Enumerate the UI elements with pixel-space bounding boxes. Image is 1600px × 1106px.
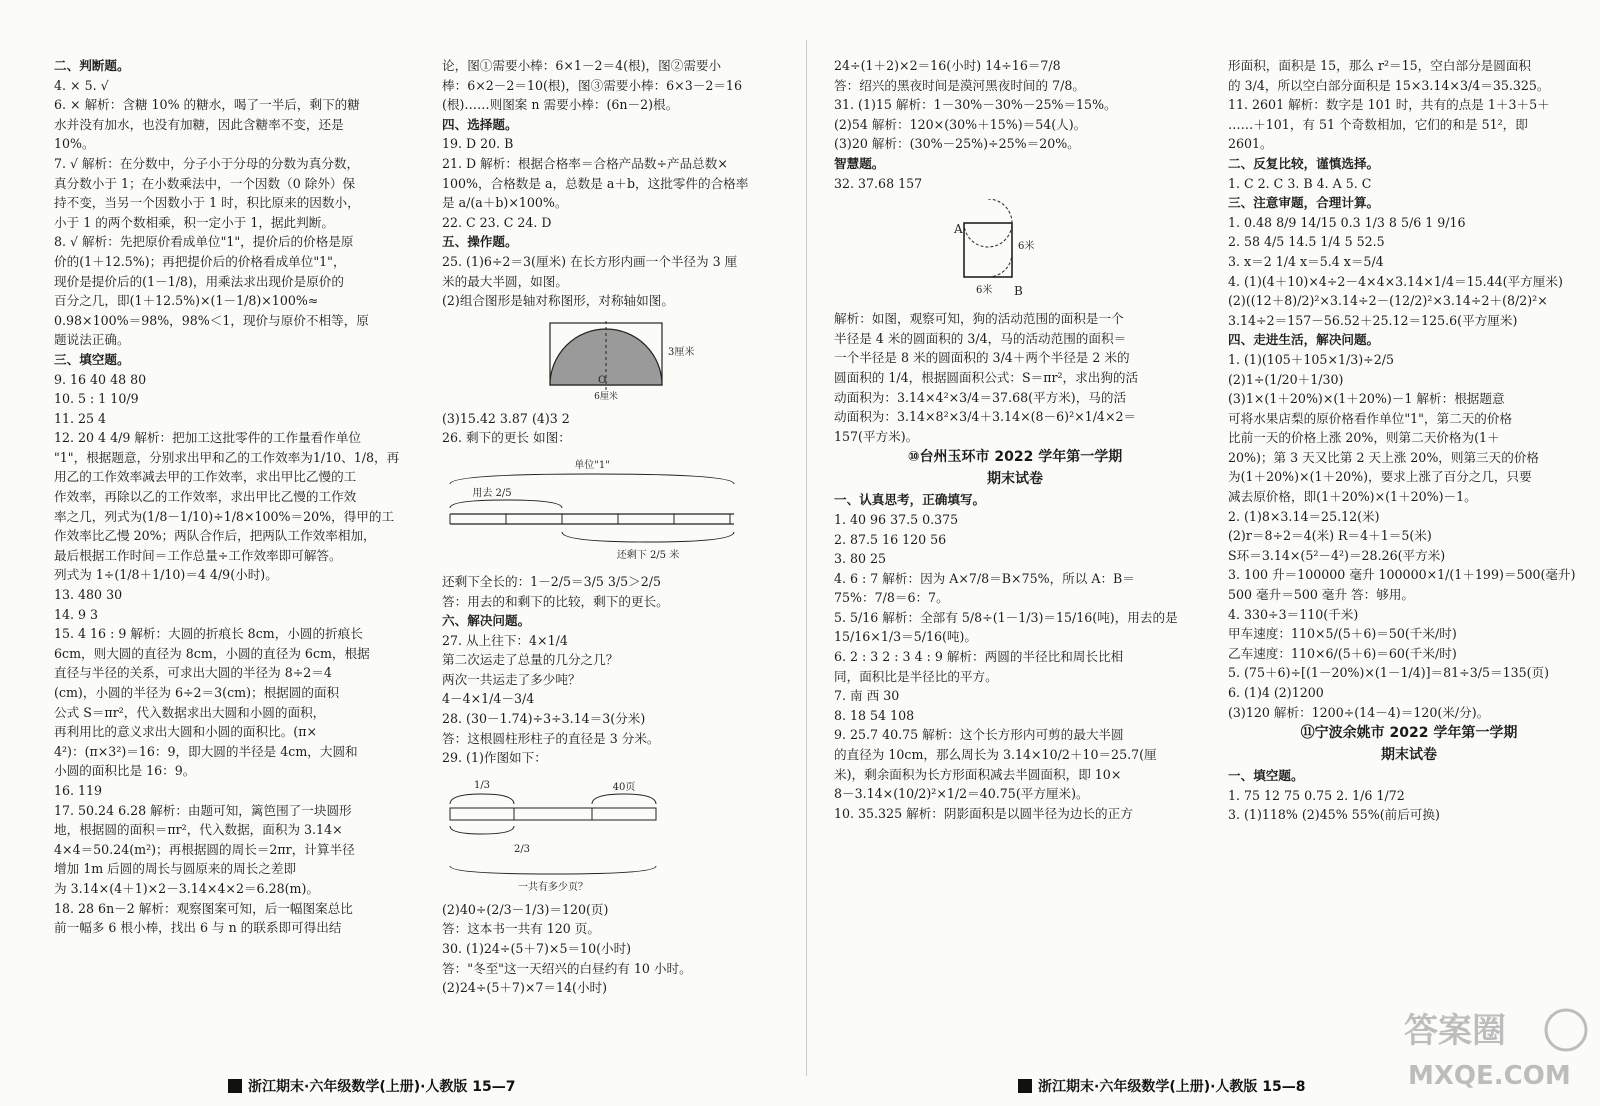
exam-heading: 期末试卷 [987, 471, 1043, 488]
answer-line: 3. 80 25 [834, 551, 887, 567]
answer-line: 1. 0.48 8/9 14/15 0.3 1/3 8 5/6 1 9/16 [1228, 214, 1466, 230]
answer-line: 是 a/(a＋b)×100%。 [442, 195, 568, 211]
answer-line: 乙车速度：110×6/(5＋6)＝60(千米/时) [1228, 645, 1457, 661]
answer-line: 10. 5 : 1 10/9 [54, 391, 139, 407]
answer-line: 1. 75 12 75 0.75 2. 1/6 1/72 [1228, 787, 1405, 803]
answer-line: 31. (1)15 解析：1－30%－30%－25%＝15%。 [834, 97, 1117, 113]
answer-line: 5. 5/16 解析：全部有 5/8÷(1－1/3)＝15/16(吨)，用去的是 [834, 609, 1178, 625]
answer-line: 3. 100 升＝100000 毫升 100000×1/(1＋199)＝500(毫升) [1228, 567, 1576, 583]
column-4 [1228, 56, 1590, 825]
answer-line: 4. × 5. √ [54, 77, 109, 93]
answer-line: 直径与半径的关系，可求出大圆的半径为 8÷2＝4 [54, 665, 332, 681]
answer-line: 6. (1)4 (2)1200 [1228, 685, 1324, 700]
answer-line: (2)((12＋8)/2)²×3.14÷2－(12/2)²×3.14÷2＋(8/2)²× [1228, 293, 1548, 309]
section-heading: 一、认真思考，正确填写。 [834, 492, 986, 508]
answer-line: 两次一共运走了多少吨？ [442, 671, 581, 687]
answer-line: 还剩下全长的：1－2/5＝3/5 3/5＞2/5 [442, 573, 662, 589]
figure-label: 40页 [612, 781, 636, 793]
answer-line: 4. (1)(4＋10)×4÷2－4×4×3.14×1/4＝15.44(平方厘米) [1228, 273, 1563, 289]
section-heading: 四、走进生活，解决问题。 [1228, 332, 1380, 348]
footer-right [1018, 1076, 1306, 1096]
answer-line: 15. 4 16 : 9 解析：大圆的折痕长 8cm，小圆的折痕长 [54, 626, 363, 642]
answer-line: 甲车速度：110×5/(5＋6)＝50(千米/时) [1228, 626, 1457, 642]
answer-line: 列式为 1÷(1/8＋1/10)＝4 4/9(小时)。 [54, 567, 278, 583]
horse-range-arc [988, 253, 1012, 277]
answer-line: 4×4＝50.24(m²)；再根据圆的周长＝2πr，计算半径 [54, 841, 355, 857]
answer-line: 为 3.14×(4＋1)×2－3.14×4×2＝6.28(m)。 [54, 880, 319, 896]
answer-line: 动面积为：3.14×4²×3/4＝37.68(平方米)，马的活 [834, 389, 1127, 405]
answer-line: 减去原价格，即(1＋20%)×(1＋20%)－1。 [1228, 489, 1477, 505]
answer-line: 0.98×100%＝98%，98%＜1，现价与原价不相等，原 [54, 312, 369, 328]
answer-line: 3. x＝2 1/4 x＝5.4 x＝5/4 [1228, 253, 1384, 269]
answer-line: 4－4×1/4－3/4 [442, 691, 535, 707]
footer-right-text: 浙江期末·六年级数学(上册)·人教版 15—8 [1038, 1079, 1306, 1095]
answer-line: 作效率，再除以乙的工作效率，求出甲比乙慢的工作效 [54, 489, 357, 505]
footer-left [228, 1076, 516, 1096]
answer-line: 1. C 2. C 3. B 4. A 5. C [1228, 175, 1372, 191]
answer-line: 为(1＋20%)×(1＋20%)，要求上涨了百分之几，只要 [1228, 469, 1532, 485]
answer-line: 26. 剩下的更长 如图： [442, 430, 571, 446]
answer-line: 2601。 [1228, 136, 1273, 152]
answer-line: 答：绍兴的黑夜时间是漠河黑夜时间的 7/8。 [834, 77, 1085, 93]
answer-line: 的 3/4，所以空白部分面积是 15×3.14×3/4＝35.325。 [1228, 77, 1550, 93]
square-field [964, 223, 1012, 277]
column-3 [834, 56, 1196, 823]
answer-line: 可将水果店梨的原价格看作单位"1"，第二天的价格 [1228, 410, 1513, 426]
brace-used [450, 500, 562, 508]
figure-label: 一共有多少页？ [518, 881, 588, 893]
answer-line: 3.14÷2＝157－56.52＋25.12＝125.6(平方厘米) [1228, 312, 1518, 328]
exam-heading: ⑪宁波余姚市 2022 学年第一学期 [1300, 725, 1518, 742]
answer-line: 用乙的工作效率减去甲的工作效率，求出甲比乙慢的工 [54, 469, 357, 485]
answer-line: 32. 37.68 157 [834, 175, 923, 191]
brace-third [450, 794, 514, 804]
column-2 [442, 56, 804, 998]
answer-line: 小圆的面积比是 16：9。 [54, 763, 196, 779]
page-divider [806, 40, 807, 1076]
watermark-url: MXQE.COM [1408, 1061, 1571, 1091]
answer-line: 22. C 23. C 24. D [442, 214, 552, 230]
answer-line: 6. 2 : 3 2 : 3 4 : 9 解析：两圆的半径比和周长比相 [834, 649, 1124, 665]
answer-line: 解析：如图，观察可知，狗的活动范围的面积是一个 [834, 311, 1124, 327]
answer-line: 一个半径是 8 米的圆面积的 3/4＋两个半径是 2 米的 [834, 350, 1130, 366]
answer-line: 4. 6 : 7 解析：因为 A×7/8＝B×75%，所以 A：B＝ [834, 570, 1135, 586]
answer-line: 作效率比乙慢 20%；两队合作后，把两队工作效率相加， [54, 528, 376, 544]
answer-line: (2)54 解析：120×(30%＋15%)＝54(人)。 [834, 116, 1087, 132]
answer-line: 6cm，则大圆的直径为 8cm，小圆的直径为 6cm，根据 [54, 645, 370, 661]
brace-total [450, 866, 656, 874]
section-heading: 二、判断题。 [54, 58, 130, 73]
answer-line: 地，根据圆的面积＝πr²，代入数据，面积为 3.14× [54, 822, 343, 838]
answer-line: 2. 87.5 16 120 56 [834, 531, 947, 547]
answer-line: 25. (1)6÷2＝3(厘米) 在长方形内画一个半径为 3 厘 [442, 253, 738, 269]
answer-line: 的直径为 10cm，那么周长为 3.14×10/2＋10＝25.7(厘 [834, 747, 1157, 763]
answer-line: (3)1×(1＋20%)×(1＋20%)－1 解析：根据题意 [1228, 391, 1505, 407]
answer-line: 29. (1)作图如下： [442, 750, 547, 766]
answer-line: "1"，根据题意，分别求出甲和乙的工作效率为1/10、1/8，再 [54, 449, 400, 465]
figure-label: 还剩下 2/5 米 [616, 549, 680, 561]
answer-line: 8. 18 54 108 [834, 707, 915, 723]
answer-line: 19. D 20. B [442, 136, 514, 152]
answer-line: 20%)；第 3 天又比第 2 天上涨 20%，则第三天的价格 [1228, 449, 1540, 465]
footer-square-icon [228, 1079, 242, 1093]
answer-line: (2)r＝8÷2＝4(米) R＝4＋1＝5(米) [1228, 528, 1432, 544]
answer-line: 率之几，列式为(1/8－1/10)÷1/8×100%＝20%，得甲的工 [54, 508, 395, 524]
figure-label: 6米 [976, 285, 993, 297]
answer-line: 10%。 [54, 136, 95, 152]
figure-label: 1/3 [473, 779, 491, 791]
answer-line: 答：用去的和剩下的比较，剩下的更长。 [442, 593, 669, 609]
answer-line: (3)20 解析：(30%－25%)÷25%＝20%。 [834, 136, 1080, 152]
figure-label: 单位"1" [574, 459, 610, 471]
footer-square-icon [1018, 1079, 1032, 1093]
section-heading: 二、反复比较，谨慎选择。 [1228, 155, 1380, 171]
figure-label: 用去 2/5 [472, 487, 512, 499]
section-heading: 三、注意审题，合理计算。 [1228, 195, 1380, 211]
figure-semicircle [442, 317, 804, 403]
answer-line: 2. (1)8×3.14＝25.12(米) [1228, 508, 1380, 524]
answer-line: 4. 330÷3＝110(千米) [1228, 606, 1359, 622]
answer-line: 动面积为：3.14×8²×3/4＋3.14×(8－6)²×1/4×2＝ [834, 409, 1137, 425]
answer-line: (2)24÷(5＋7)×7＝14(小时) [442, 980, 608, 996]
figure-square-field [834, 199, 1196, 303]
answer-line: (3)15.42 3.87 (4)3 2 [442, 410, 570, 426]
answer-line: 30. (1)24÷(5＋7)×5＝10(小时) [442, 941, 632, 957]
answer-line: 论，图①需要小棒：6×1－2＝4(根)，图②需要小 [442, 58, 722, 73]
answer-line: (根)……则图案 n 需要小棒：(6n－2)根。 [442, 97, 679, 113]
answer-line: 1. (1)(105＋105×1/3)÷2/5 [1228, 351, 1394, 367]
answer-line: 157(平方米)。 [834, 428, 919, 444]
answer-line: 10. 35.325 解析：阴影面积是以圆半径为边长的正方 [834, 805, 1133, 821]
answer-line: 答：这根圆柱形柱子的直径是 3 分米。 [442, 730, 660, 746]
answer-line: 价的(1＋12.5%)；再把提价后的价格看成单位"1"， [54, 253, 346, 269]
answer-line: 7. 南 西 30 [834, 688, 900, 704]
answer-line: 12. 20 4 4/9 解析：把加工这批零件的工作量看作单位 [54, 430, 362, 446]
answer-line: 100%，合格数是 a，总数是 a＋b，这批零件的合格率 [442, 175, 749, 191]
answer-line: 18. 28 6n－2 解析：观察图案可知，后一幅图案总比 [54, 900, 353, 916]
figure-label: A [954, 222, 963, 237]
section-heading: 五、操作题。 [442, 234, 518, 250]
answer-line: 最后根据工作时间＝工作总量÷工作效率即可解答。 [54, 547, 342, 563]
answer-line: ……＋101，有 51 个奇数相加，它们的和是 51²，即 [1228, 116, 1528, 132]
answer-line: 水并没有加水，也没有加糖，因此含糖率不变，还是 [54, 116, 344, 132]
answer-line: 同，面积比是半径比的平方。 [834, 668, 998, 684]
answer-line: (2)40÷(2/3－1/3)＝120(页) [442, 901, 609, 917]
answer-line: 13. 480 30 [54, 587, 123, 603]
answer-line: 半径是 4 米的圆面积的 3/4，马的活动范围的面积＝ [834, 330, 1127, 346]
answer-line: (2)1÷(1/20＋1/30) [1228, 371, 1344, 387]
figure-label: 2/3 [513, 843, 531, 855]
section-heading: 三、填空题。 [54, 351, 130, 367]
answer-line: 前一幅多 6 根小棒，找出 6 与 n 的联系即可得出结 [54, 920, 342, 936]
figure-label: 6厘米 [594, 391, 618, 402]
answer-line: 再利用比的意义求出大圆和小圆的面积比。(π× [54, 724, 318, 740]
answer-line: 3. (1)118% (2)45% 55%(前后可换) [1228, 807, 1440, 823]
answer-line: 百分之几，即(1＋12.5%)×(1－1/8)×100%≈ [54, 293, 319, 309]
exam-heading: 期末试卷 [1381, 747, 1437, 764]
answer-line: 答：这本书一共有 120 页。 [442, 921, 600, 937]
watermark [1398, 1000, 1594, 1096]
answer-line: 圆面积的 1/4，根据圆面积公式：S＝πr²，求出狗的活 [834, 369, 1139, 385]
answer-line: 11. 2601 解析：数字是 101 时，共有的点是 1＋3＋5＋ [1228, 97, 1550, 113]
section-heading: 智慧题。 [834, 155, 885, 171]
figure-label: 3厘米 [668, 346, 695, 358]
answer-line: 米的最大半圆，如图。 [442, 273, 568, 289]
answer-line: 真分数小于 1；在小数乘法中，一个因数（0 除外）保 [54, 175, 356, 191]
section-heading: 六、解决问题。 [442, 613, 531, 629]
figure-bar-segments [442, 454, 804, 566]
answer-line: 7. √ 解析：在分数中，分子小于分母的分数为真分数， [54, 155, 360, 171]
answer-line: (2)组合图形是轴对称图形，对称轴如图。 [442, 293, 674, 309]
answer-line: 24÷(1＋2)×2＝16(小时) 14÷16＝7/8 [834, 58, 1061, 73]
figure-label: 6米 [1018, 241, 1035, 253]
answer-line: 17. 50.24 6.28 解析：由题可知，篱笆围了一块圆形 [54, 802, 352, 818]
answer-line: 题说法正确。 [54, 332, 130, 348]
answer-line: S环＝3.14×(5²－4²)＝28.26(平方米) [1228, 547, 1446, 563]
answer-line: 现价是提价后的(1－1/8)，用乘法求出现价是原价的 [54, 273, 344, 289]
footer-left-text: 浙江期末·六年级数学(上册)·人教版 15—7 [248, 1079, 516, 1095]
answer-line: (3)120 解析：1200÷(14－4)＝120(米/分)。 [1228, 704, 1490, 720]
answer-line: 28. (30－1.74)÷3÷3.14＝3(分米) [442, 711, 646, 727]
answer-line: 16. 119 [54, 782, 103, 798]
answer-line: 500 毫升＝500 毫升 答：够用。 [1228, 587, 1415, 603]
answer-line: 形面积，面积是 15，那么 r²＝15，空白部分是圆面积 [1228, 58, 1532, 73]
answer-line: 比前一天的价格上涨 20%，则第二天价格为(1＋ [1228, 430, 1500, 446]
figure-bar-book [442, 774, 804, 894]
answer-line: 1. 40 96 37.5 0.375 [834, 511, 959, 527]
watermark-circle-icon [1546, 1010, 1586, 1050]
figure-label: O [598, 374, 607, 386]
answer-line: 答："冬至"这一天绍兴的白昼约有 10 小时。 [442, 960, 692, 976]
answer-line: 米)，剩余面积为长方形面积减去半圆面积，即 10× [834, 766, 1122, 782]
section-heading: 四、选择题。 [442, 116, 518, 132]
answer-line: 4²)：(π×3²)＝16：9，即大圆的半径是 4cm，大圆和 [54, 743, 358, 759]
figure-label: B [1014, 284, 1023, 299]
answer-line: 15/16×1/3＝5/16(吨)。 [834, 629, 978, 645]
answer-line: 增加 1m 后圆的周长与圆原来的周长之差即 [54, 861, 297, 877]
answer-line: 14. 9 3 [54, 606, 99, 622]
column-1 [54, 56, 416, 938]
answer-line: 5. (75＋6)÷[(1－20%)×(1－1/4)]＝81÷3/5＝135(页) [1228, 665, 1550, 681]
answer-line: 公式 S＝πr²，代入数据求出大圆和小圆的面积， [54, 704, 326, 720]
section-heading: 一、填空题。 [1228, 768, 1304, 784]
answer-line: 6. × 解析：含糖 10% 的糖水，喝了一半后，剩下的糖 [54, 97, 360, 113]
answer-line: 棒：6×2－2＝10(根)，图③需要小棒：6×3－2＝16 [442, 77, 742, 93]
answer-line: 小于 1 的两个数相乘，积一定小于 1，据此判断。 [54, 214, 334, 230]
answer-line: 11. 25 4 [54, 410, 107, 426]
answer-line: 持不变，当另一个因数小于 1 时，积比原来的因数小， [54, 195, 360, 211]
answer-line: 9. 25.7 40.75 解析：这个长方形内可剪的最大半圆 [834, 727, 1124, 743]
brace-top [450, 474, 734, 484]
answer-line: 75%：7/8＝6：7。 [834, 590, 949, 606]
answer-line: 2. 58 4/5 14.5 1/4 5 52.5 [1228, 234, 1385, 250]
answer-line: 8. √ 解析：先把原价看成单位"1"，提价后的价格是原 [54, 234, 354, 250]
brace-remaining [562, 532, 734, 542]
exam-heading: ⑩台州玉环市 2022 学年第一学期 [907, 449, 1123, 466]
answer-line: (cm)，小圆的半径为 6÷2＝3(cm)；根据圆的面积 [54, 685, 340, 700]
answer-line: 9. 16 40 48 80 [54, 371, 147, 387]
answer-line: 8－3.14×(10/2)²×1/2＝40.75(平方厘米)。 [834, 786, 1089, 802]
answer-line: 21. D 解析：根据合格率＝合格产品数÷产品总数× [442, 155, 728, 171]
book-bar [450, 808, 656, 820]
brace-40 [592, 794, 656, 804]
watermark-title: 答案圈 [1404, 1011, 1506, 1051]
answer-line: 27. 从上往下：4×1/4 [442, 632, 568, 648]
answer-line: 第二次运走了总量的几分之几？ [442, 652, 619, 668]
